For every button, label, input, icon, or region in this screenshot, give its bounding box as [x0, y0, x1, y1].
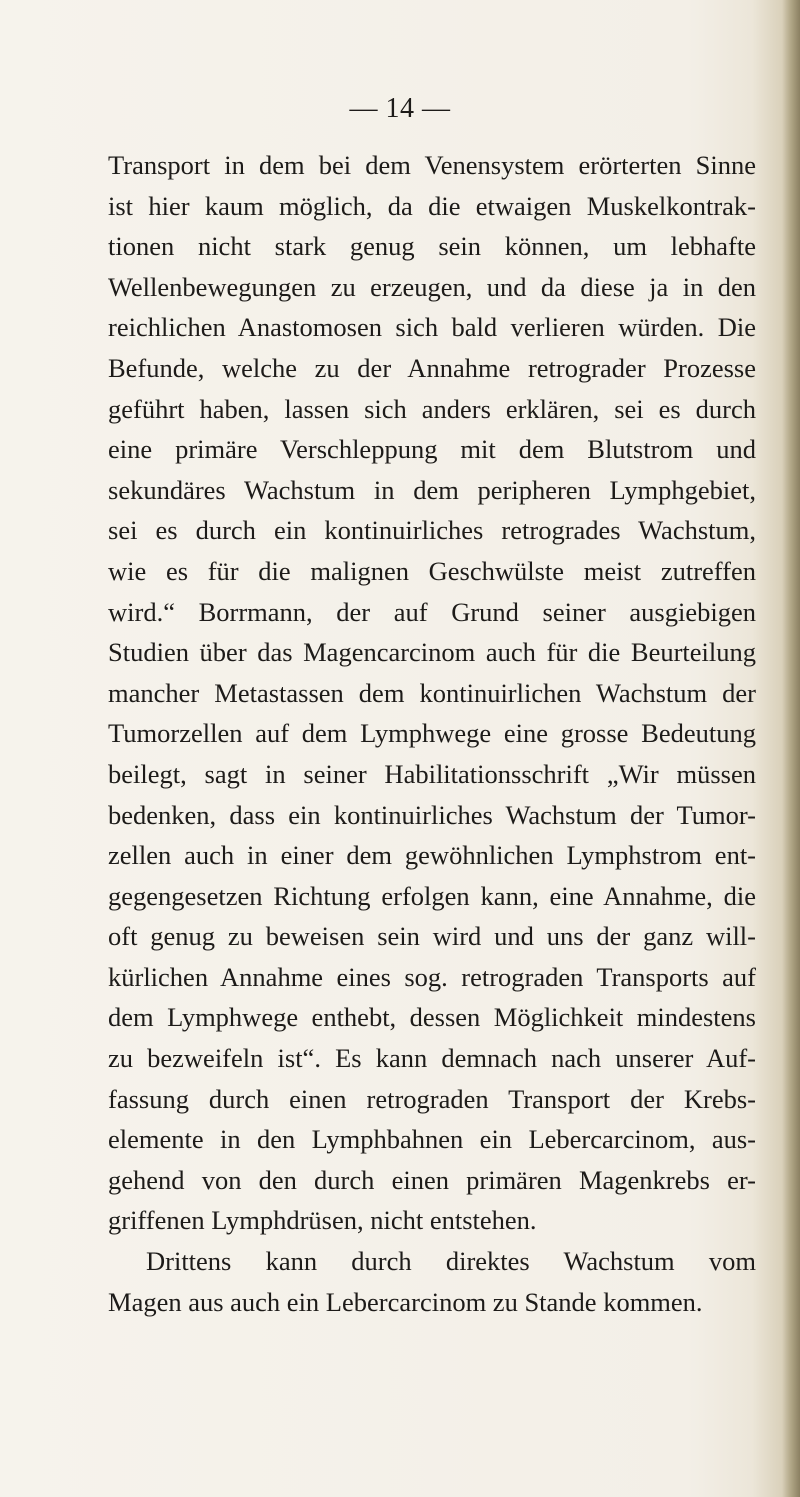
text-line: eine primäre Verschleppung mit dem Blutstrom und [108, 434, 756, 465]
text-line: sei es durch ein kontinuirliches retrogrades Wachstum, [108, 515, 756, 546]
text-line: sekundäres Wachstum in dem peripheren Lymphgebiet, [108, 474, 756, 505]
text-line: kürlichen Annahme eines sog. retrograden Transports auf [108, 961, 756, 992]
text-line: mancher Metastassen dem kontinuirlichen Wachstum der [108, 677, 756, 708]
text-line: beilegt, sagt in seiner Habilitationsschrift „Wir müssen [108, 758, 756, 789]
text-line: reichlichen Anastomosen sich bald verlieren würden. Die [108, 312, 756, 343]
text-line: Studien über das Magencarcinom auch für die Beurteilung [108, 637, 756, 668]
text-line: oft genug zu beweisen sein wird und uns der ganz will- [108, 921, 756, 952]
text-line: elemente in den Lymphbahnen ein Lebercarcinom, aus- [108, 1124, 756, 1155]
body-text [108, 145, 756, 1322]
text-line: Transport in dem bei dem Venensystem erörterten Sinne [108, 150, 756, 180]
text-line: gegengesetzen Richtung erfolgen kann, eine Annahme, die [108, 880, 756, 911]
page-number: — 14 — [349, 93, 451, 124]
page-edge-shadow [782, 0, 800, 1497]
text-line: griffenen Lymphdrüsen, nicht entstehen. [108, 1205, 537, 1236]
text-line: Drittens kann durch direktes Wachstum vom [146, 1246, 756, 1277]
text-line: tionen nicht stark genug sein können, um lebhafte [108, 231, 756, 262]
text-line: fassung durch einen retrograden Transport der Krebs- [108, 1083, 756, 1114]
text-line: Tumorzellen auf dem Lymphwege eine grosse Bedeutung [108, 718, 756, 749]
text-line: Wellenbewegungen zu erzeugen, und da diese ja in den [108, 271, 756, 302]
text-line: Befunde, welche zu der Annahme retrograder Prozesse [108, 352, 756, 383]
text-line: dem Lymphwege enthebt, dessen Möglichkeit mindestens [108, 1002, 756, 1033]
text-line: wie es für die malignen Geschwülste meist zutreffen [108, 555, 756, 586]
text-line: wird.“ Borrmann, der auf Grund seiner ausgiebigen [108, 596, 756, 627]
text-line: ist hier kaum möglich, da die etwaigen Muskelkontrak- [108, 190, 756, 221]
text-line: geführt haben, lassen sich anders erklären, sei es durch [108, 393, 756, 424]
text-line: bedenken, dass ein kontinuirliches Wachstum der Tumor- [108, 799, 756, 830]
text-line: zellen auch in einer dem gewöhnlichen Lymphstrom ent- [108, 840, 756, 871]
text-line: gehend von den durch einen primären Magenkrebs er- [108, 1164, 756, 1195]
text-line: zu bezweifeln ist“. Es kann demnach nach unserer Auf- [108, 1043, 756, 1074]
text-line: Magen aus auch ein Lebercarcinom zu Stande kommen. [108, 1286, 703, 1317]
